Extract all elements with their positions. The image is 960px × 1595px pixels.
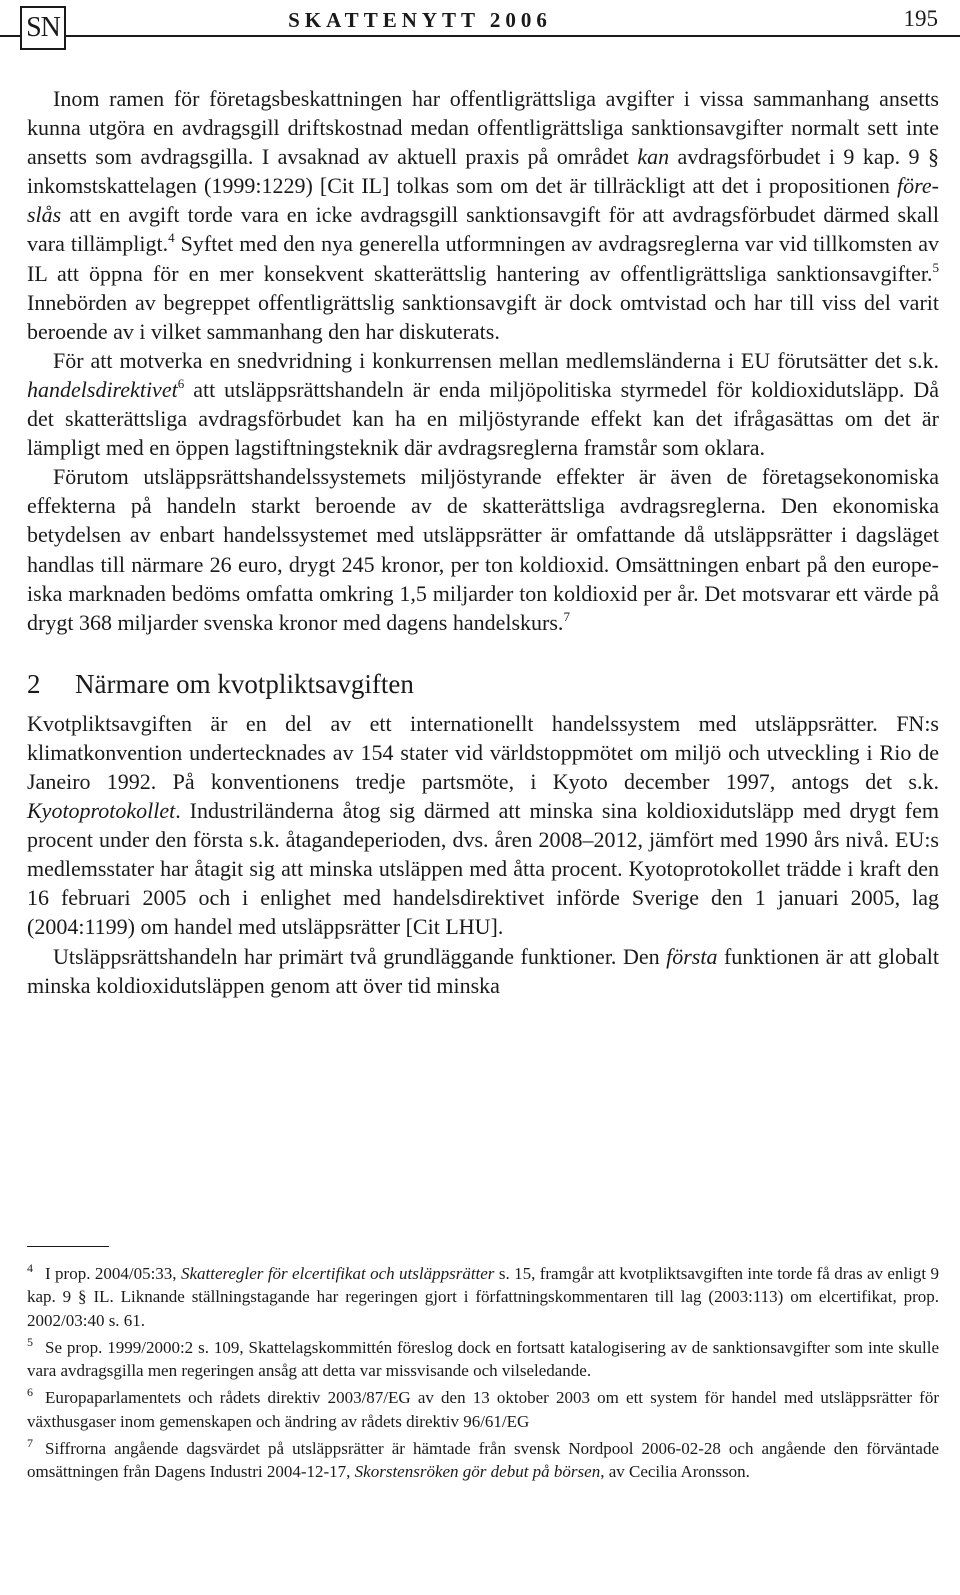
text-run: Utsläppsrättshandeln har primärt två grundläggande funktioner. Den xyxy=(53,943,667,969)
text-run: Innebörden av begreppet offentligrättslig sanktionsavgift är dock omtvistad och har till viss del varit beroende av i vilket sammanhang den har diskuterats. xyxy=(27,289,939,344)
text-run: att utsläppsrättshandeln är enda miljöpolitiska styrmedel för koldioxidutsläpp. Då det skatterättsliga avdragsförbudet kan ha en miljöstyrande effekt kan det ifrågasättas om det är lämpligt med en öppen lagstiftningsteknik där avdragsreglerna framstår som oklara. xyxy=(27,376,939,461)
text-run: funktionen är att globalt minska koldioxidutsläppen genom att över tid minska xyxy=(27,943,939,998)
footnote-ref-4[interactable]: 4 xyxy=(168,230,175,246)
text-run: Syftet med den nya generella utformningen av avdragsreglerna var vid tillkomsten av IL att öppna för en mer konsekvent skatterättslig hantering av offentligrättsliga sanktionsavgifter. xyxy=(27,231,939,286)
section-number: 2 xyxy=(27,668,41,699)
journal-logo: SN xyxy=(20,6,66,50)
paragraph-4 xyxy=(27,709,939,942)
footnote-ref-6[interactable]: 6 xyxy=(177,375,185,391)
section-heading xyxy=(27,667,939,701)
paragraph-5 xyxy=(27,942,939,1000)
text-run: . Industriländerna åtog sig därmed att minska sina koldioxidutsläpp med drygt fem procent under den första s.k. åtagandeperioden, dvs. åren 2008–2012, jämfört med 1990 års nivå. EU:s medlemsstater har åtagit sig att minska utsläppen med åtta procent. Kyotoprotokollet trädde i kraft den 16 februari 2005 och i enlighet med handelsdirektivet införde Sverige den 1 januari 2005, lag (2004:1199) om handel med utsläppsrätter [Cit LHU]. xyxy=(27,798,939,940)
footnote-number: 4 xyxy=(27,1261,33,1275)
footnote-number: 6 xyxy=(27,1385,33,1400)
running-title: SKATTENYTT 2006 xyxy=(130,8,710,33)
italic-run: kan xyxy=(637,144,670,170)
italic-run: Skatteregler för elcertifikat och utsläppsrätter xyxy=(180,1264,495,1283)
text-run: Kvotpliktsavgiften är en del av ett internationellt handelssystem med utsläppsrätter. FN:s klimatkonvention undertecknades av 154 stater vid världstoppmötet om miljö och utveckling i Rio de Janeiro 1992. På konventionens tredje partsmöte, i Kyoto december 1997, antogs det s.k. xyxy=(27,710,939,794)
footnote-5 xyxy=(27,1336,939,1383)
italic-run: föreslås xyxy=(27,173,939,228)
text-run: I prop. 2004/05:33, xyxy=(45,1264,181,1283)
paragraph-2 xyxy=(27,346,939,462)
italic-run: Skorstensröken gör debut på börsen xyxy=(354,1462,601,1482)
body-text xyxy=(27,84,939,1000)
paragraph-3 xyxy=(27,462,939,637)
text-run: , av Cecilia Aronsson. xyxy=(600,1462,750,1482)
italic-run: första xyxy=(666,943,718,969)
text-run: avdragsförbudet i 9 kap. 9 § inkomstskattelagen (1999:1229) [Cit IL] tolkas som om det är tillräckligt att det i propositionen xyxy=(27,144,939,199)
italic-run: Kyotoprotokollet xyxy=(27,798,176,824)
page-header xyxy=(0,0,960,50)
text-run: Förutom utsläppsrättshandelssystemets miljöstyrande effekter är även de företagsekonomiska effekterna på handeln starkt beroende av de skatterättsliga avdragsreglerna. Den ekonomiska betydelsen av enbart handelssystemet med utsläppsrätter är omfattande då utsläppsrätter i dagsläget handlas till närmare 26 euro, drygt 245 kronor, per ton koldioxid. Omsättningen enbart på den europeiska marknaden bedöms omfatta omkring 1,5 miljarder ton koldioxid per år. Det motsvarar ett värde på drygt 368 miljarder svenska kronor med dagens handelskurs. xyxy=(27,464,939,635)
footnote-7 xyxy=(27,1437,939,1484)
paragraph-1 xyxy=(27,84,939,346)
footnote-ref-7[interactable]: 7 xyxy=(563,608,570,624)
footnotes xyxy=(27,1262,939,1488)
text-run: Inom ramen för företagsbeskattningen har offentligrättsliga avgifter i vissa sammanhang ansetts kunna utgöra en avdragsgill driftskostnad medan offentligrättsliga sanktionsavgifter normalt sett inte ansetts som avdragsgilla. I avsaknad av aktuell praxis på området xyxy=(27,86,939,170)
header-rule xyxy=(0,35,960,37)
text-run: Se prop. 1999/2000:2 s. 109, Skattelagskommittén föreslog dock en fortsatt katalogisering av de sanktionsavgifter som inte skulle vara avdragsgilla men regeringen ansåg att detta var missvisande och vilseledande. xyxy=(27,1337,939,1381)
italic-run: handelsdirektivet xyxy=(27,376,178,402)
text-run: För att motverka en snedvridning i konkurrensen mellan medlemsländerna i EU förutsätter det s.k. xyxy=(53,347,939,373)
footnote-number: 7 xyxy=(27,1436,33,1451)
footnote-6 xyxy=(27,1386,939,1433)
text-run: att en avgift torde vara en icke avdragsgill sanktionsavgift för att avdragsförbudet därmed skall vara tillämpligt. xyxy=(27,202,939,257)
section-title: Närmare om kvotpliktsavgiften xyxy=(75,668,414,699)
footnote-number: 5 xyxy=(27,1334,33,1349)
footnote-ref-5[interactable]: 5 xyxy=(932,259,939,275)
text-run: Europaparlamentets och rådets direktiv 2003/87/EG av den 13 oktober 2003 om ett system för handel med utsläppsrätter för växthusgaser inom gemenskapen och ändring av rådets direktiv 96/61/EG xyxy=(27,1388,939,1431)
text-run: Siffrorna angående dagsvärdet på utsläppsrätter är hämtade från svensk Nordpool 2006-02-28 och angående den förväntade omsättningen från Dagens Industri 2004-12-17, xyxy=(27,1439,939,1482)
page-number: 195 xyxy=(900,6,943,32)
footnote-rule xyxy=(27,1246,109,1247)
footnote-4 xyxy=(27,1262,939,1332)
text-run: s. 15, framgår att kvotpliktsavgiften inte torde få dras av enligt 9 kap. 9 § IL. Liknande ställningstagande har regeringen gjort i författningskommentaren till lag (2003:113) om elcertifikat, prop. 2002/03:40 s. 61. xyxy=(27,1264,940,1330)
